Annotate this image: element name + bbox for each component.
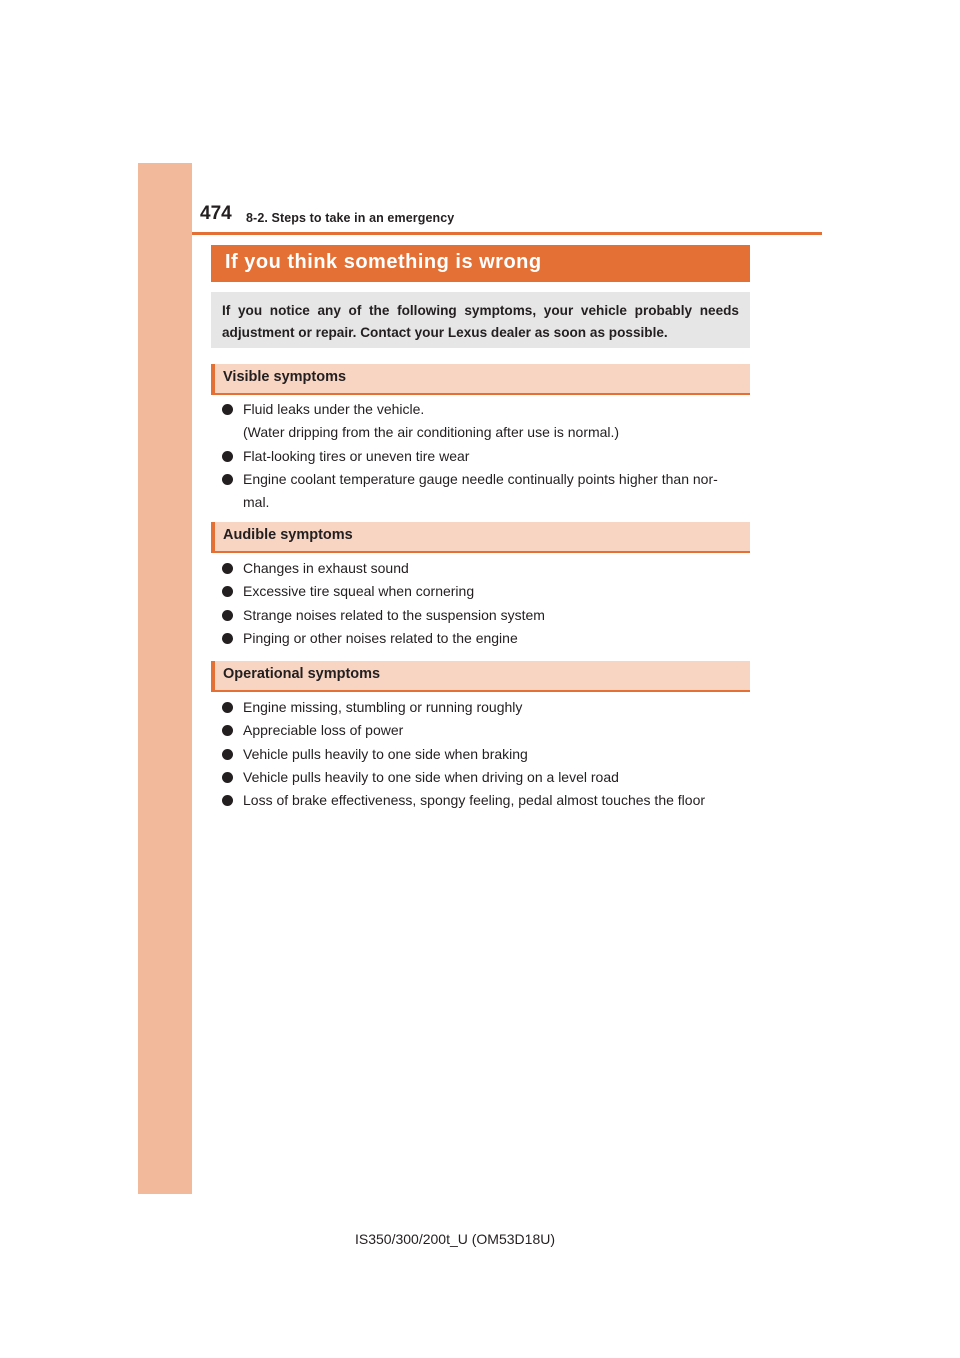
bullet-icon [222, 586, 233, 597]
bullet-icon [222, 749, 233, 760]
list-item: Pinging or other noises related to the engine [222, 627, 748, 650]
bullet-icon [222, 795, 233, 806]
subhead-operational-symptoms [211, 661, 750, 692]
bullet-icon [222, 563, 233, 574]
manual-model-code: IS350/300/200t_U (OM53D18U) [355, 1231, 555, 1247]
list-item: Flat-looking tires or uneven tire wear [222, 445, 748, 468]
section-breadcrumb: 8-2. Steps to take in an emergency [246, 211, 455, 225]
subhead-label: Audible symptoms [223, 527, 353, 543]
subhead-label: Visible symptoms [223, 369, 347, 385]
bullet-icon [222, 633, 233, 644]
list-item: Changes in exhaust sound [222, 557, 748, 580]
list-item: Engine coolant temperature gauge needle continually points higher than nor- mal. [222, 468, 748, 515]
list-item: Fluid leaks under the vehicle. (Water dripping from the air conditioning after use is normal.) [222, 398, 748, 445]
bullet-icon [222, 725, 233, 736]
page-title: If you think something is wrong [225, 251, 542, 273]
chapter-side-tab [138, 163, 192, 1194]
subhead-visible-symptoms [211, 364, 750, 395]
list-item: Vehicle pulls heavily to one side when driving on a level road [222, 766, 748, 789]
bullet-icon [222, 404, 233, 415]
audible-symptoms-list [222, 557, 748, 650]
list-item: Strange noises related to the suspension system [222, 604, 748, 627]
operational-symptoms-list [222, 696, 748, 812]
list-item: Excessive tire squeal when cornering [222, 580, 748, 603]
list-item: Loss of brake effectiveness, spongy feeling, pedal almost touches the floor [222, 789, 748, 812]
subhead-label: Operational symptoms [223, 666, 381, 682]
bullet-icon [222, 772, 233, 783]
header-divider [192, 232, 822, 235]
bullet-icon [222, 474, 233, 485]
visible-symptoms-list [222, 398, 748, 514]
list-item: Engine missing, stumbling or running roughly [222, 696, 748, 719]
bullet-icon [222, 451, 233, 462]
subhead-audible-symptoms [211, 522, 750, 553]
bullet-icon [222, 702, 233, 713]
intro-text: If you notice any of the following symptoms, your vehicle probably needs adjustment or repair. Contact your Lexus dealer as soon as possible. [222, 303, 739, 340]
list-item: Appreciable loss of power [222, 719, 748, 742]
list-item: Vehicle pulls heavily to one side when braking [222, 743, 748, 766]
page-title-bar [211, 245, 750, 282]
page-number: 474 [200, 203, 232, 224]
bullet-icon [222, 610, 233, 621]
intro-box [211, 292, 750, 348]
